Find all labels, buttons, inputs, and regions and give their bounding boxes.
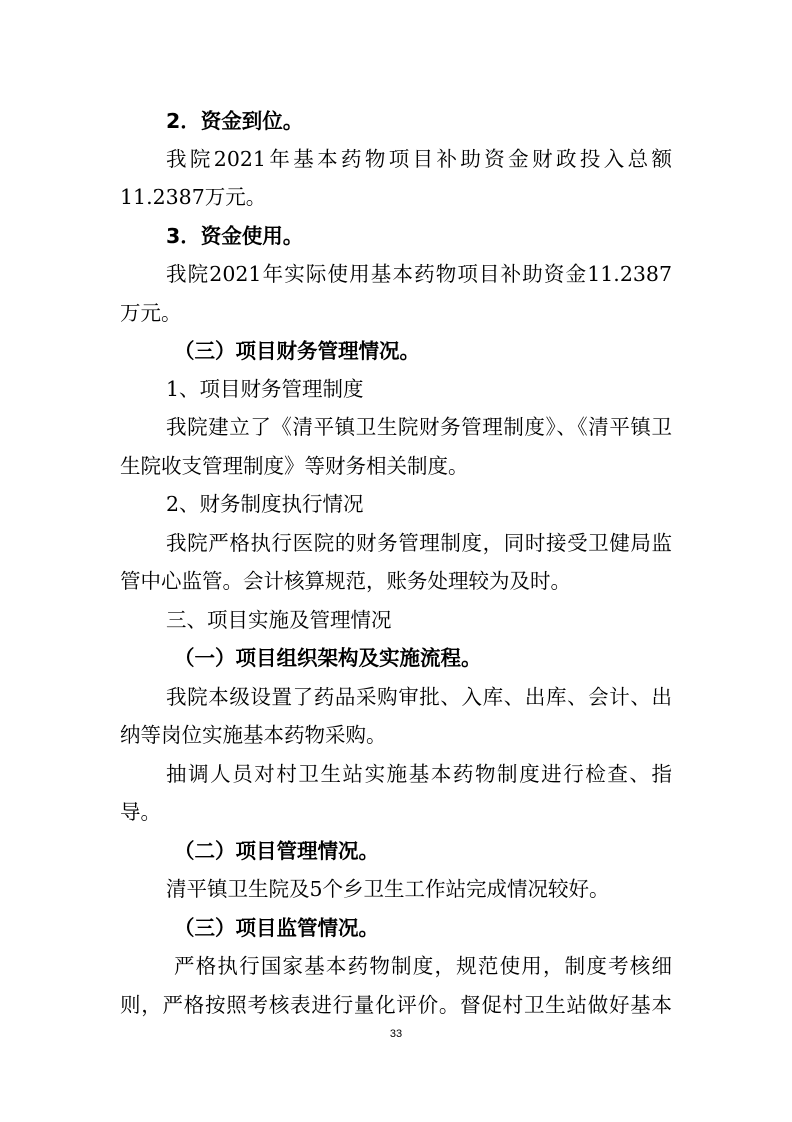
paragraph-line: 我院严格执行医院的财务管理制度，同时接受卫健局监: [166, 531, 672, 555]
paragraph-line: 则，严格按照考核表进行量化评价。督促村卫生站做好基本: [120, 993, 672, 1017]
paragraph-line: 严格执行国家基本药物制度，规范使用，制度考核细: [174, 954, 672, 978]
paragraph-line: 我院本级设置了药品采购审批、入库、出库、会计、出: [166, 685, 672, 709]
paragraph-line: 我院建立了《清平镇卫生院财务管理制度》、《清平镇卫: [166, 415, 672, 439]
heading-funds-usage: 3．资金使用。: [166, 224, 304, 248]
subheading-line: 1、项目财务管理制度: [166, 377, 364, 401]
paragraph-line: 抽调人员对村卫生站实施基本药物制度进行检查、指: [166, 762, 672, 786]
paragraph-line: 11.2387万元。: [120, 185, 267, 209]
heading-management: （二）项目管理情况。: [174, 839, 379, 863]
paragraph-line: 导。: [120, 800, 161, 824]
paragraph-line: 万元。: [120, 301, 182, 325]
heading-organization: （一）项目组织架构及实施流程。: [174, 646, 482, 670]
page-number: 33: [389, 1028, 403, 1040]
heading-supervision: （三）项目监管情况。: [174, 916, 379, 940]
section-heading: 三、项目实施及管理情况: [166, 608, 392, 632]
paragraph-line: 生院收支管理制度》等财务相关制度。: [120, 454, 469, 478]
paragraph-line: 纳等岗位实施基本药物采购。: [120, 723, 387, 747]
paragraph-line: 我院2021年实际使用基本药物项目补助资金11.2387: [166, 262, 672, 286]
paragraph-line: 管中心监管。会计核算规范，账务处理较为及时。: [120, 569, 571, 593]
paragraph-line: 我院2021年基本药物项目补助资金财政投入总额: [166, 147, 672, 171]
heading-funds-in-place: 2．资金到位。: [166, 109, 304, 133]
heading-financial-management: （三）项目财务管理情况。: [174, 339, 420, 363]
paragraph-line: 清平镇卫生院及5个乡卫生工作站完成情况较好。: [166, 877, 610, 901]
subheading-line: 2、财务制度执行情况: [166, 492, 364, 516]
